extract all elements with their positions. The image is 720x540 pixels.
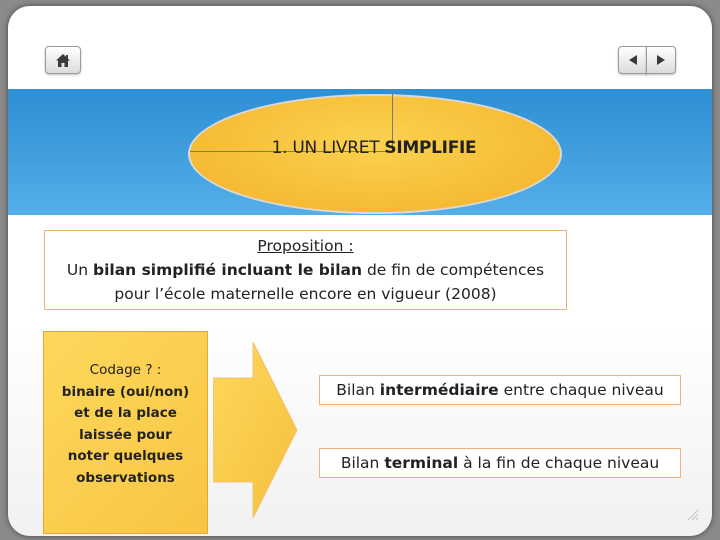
codage-line-2: binaire (oui/non) xyxy=(61,383,190,400)
next-slide-button[interactable] xyxy=(646,46,676,74)
home-icon xyxy=(55,53,71,68)
triangle-right-icon xyxy=(655,54,667,66)
codage-line-3: et de la place xyxy=(74,405,177,421)
home-button[interactable] xyxy=(45,46,81,74)
codage-box xyxy=(43,331,208,534)
proposal-line-2: pour l’école maternelle encore en vigueur (2008) xyxy=(114,285,497,303)
bilan-terminal-box: Bilan terminal à la fin de chaque niveau xyxy=(319,448,681,478)
right-arrow-icon xyxy=(213,342,299,518)
corner-fold-icon xyxy=(686,508,700,522)
slide-title: 1. UN LIVRET SIMPLIFIE xyxy=(271,138,477,158)
slide xyxy=(8,6,712,536)
codage-line-1: Codage ? : xyxy=(89,362,162,378)
codage-line-6: observations xyxy=(76,469,175,486)
triangle-left-icon xyxy=(627,54,639,66)
codage-line-5: noter quelques xyxy=(67,448,184,464)
proposal-box xyxy=(44,230,567,310)
proposal-heading: Proposition : xyxy=(257,237,354,255)
proposal-line-1: Un bilan simplifié incluant le bilan de fin de compétences xyxy=(66,261,545,279)
previous-slide-button[interactable] xyxy=(618,46,648,74)
bilan-intermediaire-box: Bilan intermédiaire entre chaque niveau xyxy=(319,375,681,405)
codage-line-4: laissée pour xyxy=(79,426,172,443)
